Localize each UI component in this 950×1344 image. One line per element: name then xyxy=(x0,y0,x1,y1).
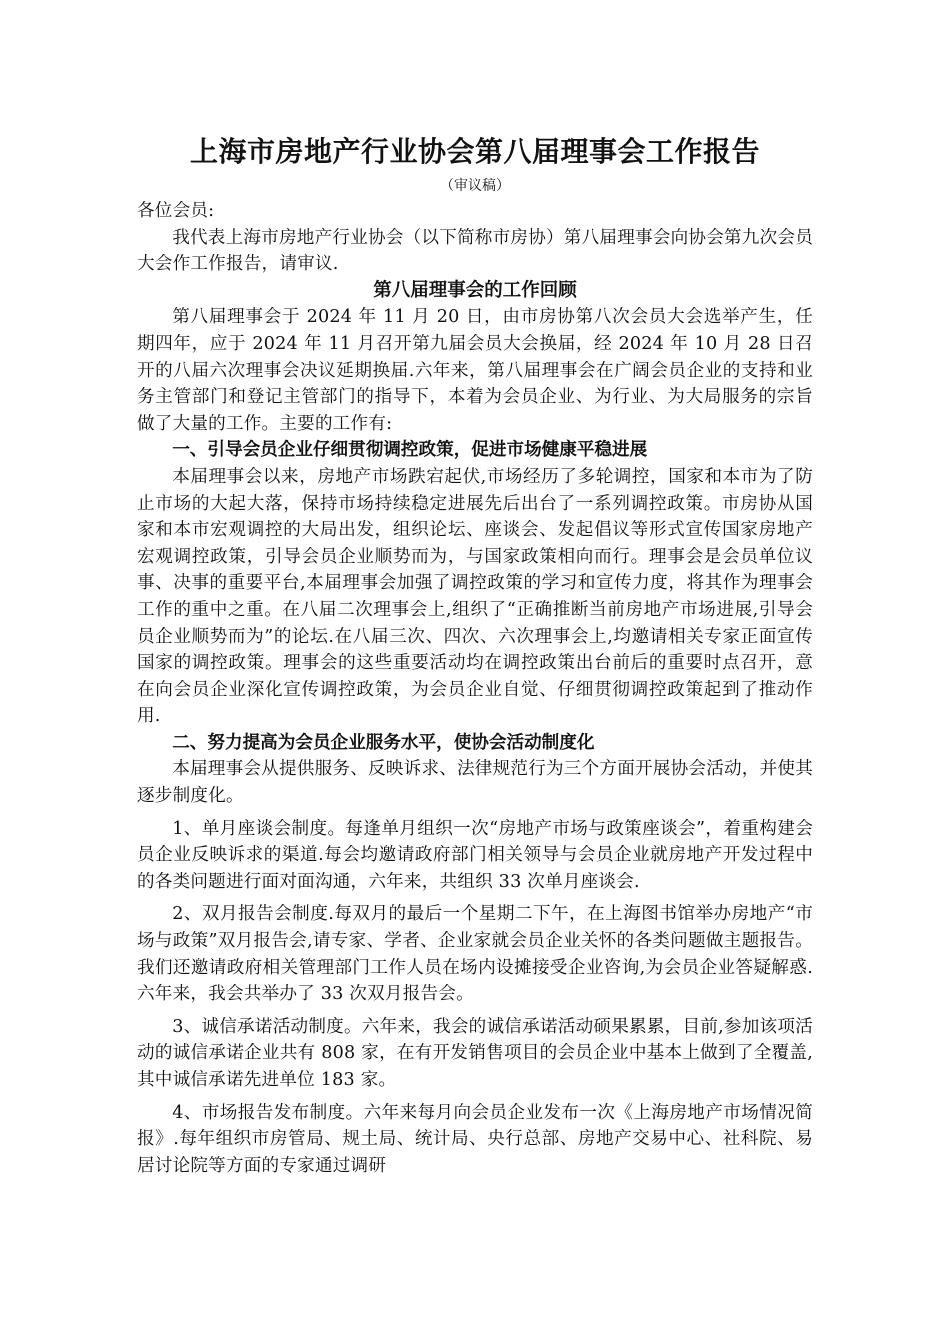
salutation: 各位会员: xyxy=(137,201,215,221)
subsection-1-paragraph: 本届理事会以来，房地产市场跌宕起伏,市场经历了多轮调控，国家和本市为了防止市场的大起大落，保持市场持续稳定进展先后出台了一系列调控政策。市房协从国家和本市宏观调控的大局出发，组织论坛、座谈会、发起倡议等形式宣传国家房地产宏观调控政策，引导会员企业顺势而为，与国家政策相向而行。理事会是会员单位议事、决事的重要平台,本届理事会加强了调控政策的学习和宣传力度，将其作为理事会工作的重中之重。在八届二次理事会上,组织了“正确推断当前房地产市场进展,引导会员企业顺势而为”的论坛.在八届三次、四次、六次理事会上,均邀请相关专家正面宣传国家的调控政策。理事会的这些重要活动均在调控政策出台前后的重要时点召开，意在向会员企业深化宣传调控政策，为会员企业自觉、仔细贯彻调控政策起到了推动作用. xyxy=(137,466,813,727)
subsection-2-paragraph: 本届理事会从提供服务、反映诉求、法律规范行为三个方面开展协会活动，并使其逐步制度化。 xyxy=(137,759,813,807)
list-item-1: 1、单月座谈会制度。每逢单月组织一次“房地产市场与政策座谈会”，着重构建会员企业反映诉求的渠道.每会均邀请政府部门相关领导与会员企业就房地产开发过程中的各类问题进行面对面沟通，六年来，共组织 33 次单月座谈会. xyxy=(137,818,813,892)
list-item-2: 2、双月报告会制度.每双月的最后一个星期二下午，在上海图书馆举办房地产“市场与政策”双月报告会,请专家、学者、企业家就会员企业关怀的各类问题做主题报告。我们还邀请政府相关管理部门工作人员在场内设摊接受企业咨询,为会员企业答疑解惑.六年来，我会共举办了 33 次双月报告会。 xyxy=(137,904,813,1005)
document-subtitle: （审议稿） xyxy=(440,178,510,194)
document-body xyxy=(137,132,813,1179)
section-heading: 第八届理事会的工作回顾 xyxy=(373,279,577,301)
list-item-4: 4、市场报告发布制度。六年来每月向会员企业发布一次《上海房地产市场情况简报》.每年组织市房管局、规土局、统计局、央行总部、房地产交易中心、社科院、易居讨论院等方面的专家通过调研 xyxy=(137,1102,813,1176)
document-title: 上海市房地产行业协会第八届理事会工作报告 xyxy=(189,135,760,168)
list-item-3: 3、诚信承诺活动制度。六年来，我会的诚信承诺活动硕果累累，目前,参加该项活动的诚信承诺企业共有 808 家，在有开发销售项目的会员企业中基本上做到了全覆盖,其中诚信承诺先进单位 183 家。 xyxy=(137,1016,813,1090)
subsection-heading-2: 二、努力提高为会员企业服务水平，使协会活动制度化 xyxy=(172,732,595,753)
section-intro-paragraph: 第八届理事会于 2024 年 11 月 20 日，由市房协第八次会员大会选举产生，任期四年，应于 2024 年 11 月召开第九届会员大会换届，经 2024 年 10 月 28 日召开的八届六次理事会决议延期换届.六年来，第八届理事会在广阔会员企业的支持和业务主管部门和登记主管部门的指导下，本着为会员企业、为行业、为大局服务的宗旨做了大量的工作。主要的工作有: xyxy=(137,307,813,434)
intro-paragraph: 我代表上海市房地产行业协会（以下简称市房协）第八届理事会向协会第九次会员大会作工作报告，请审议. xyxy=(137,227,813,275)
subsection-heading-1: 一、引导会员企业仔细贯彻调控政策，促进市场健康平稳进展 xyxy=(172,440,648,461)
